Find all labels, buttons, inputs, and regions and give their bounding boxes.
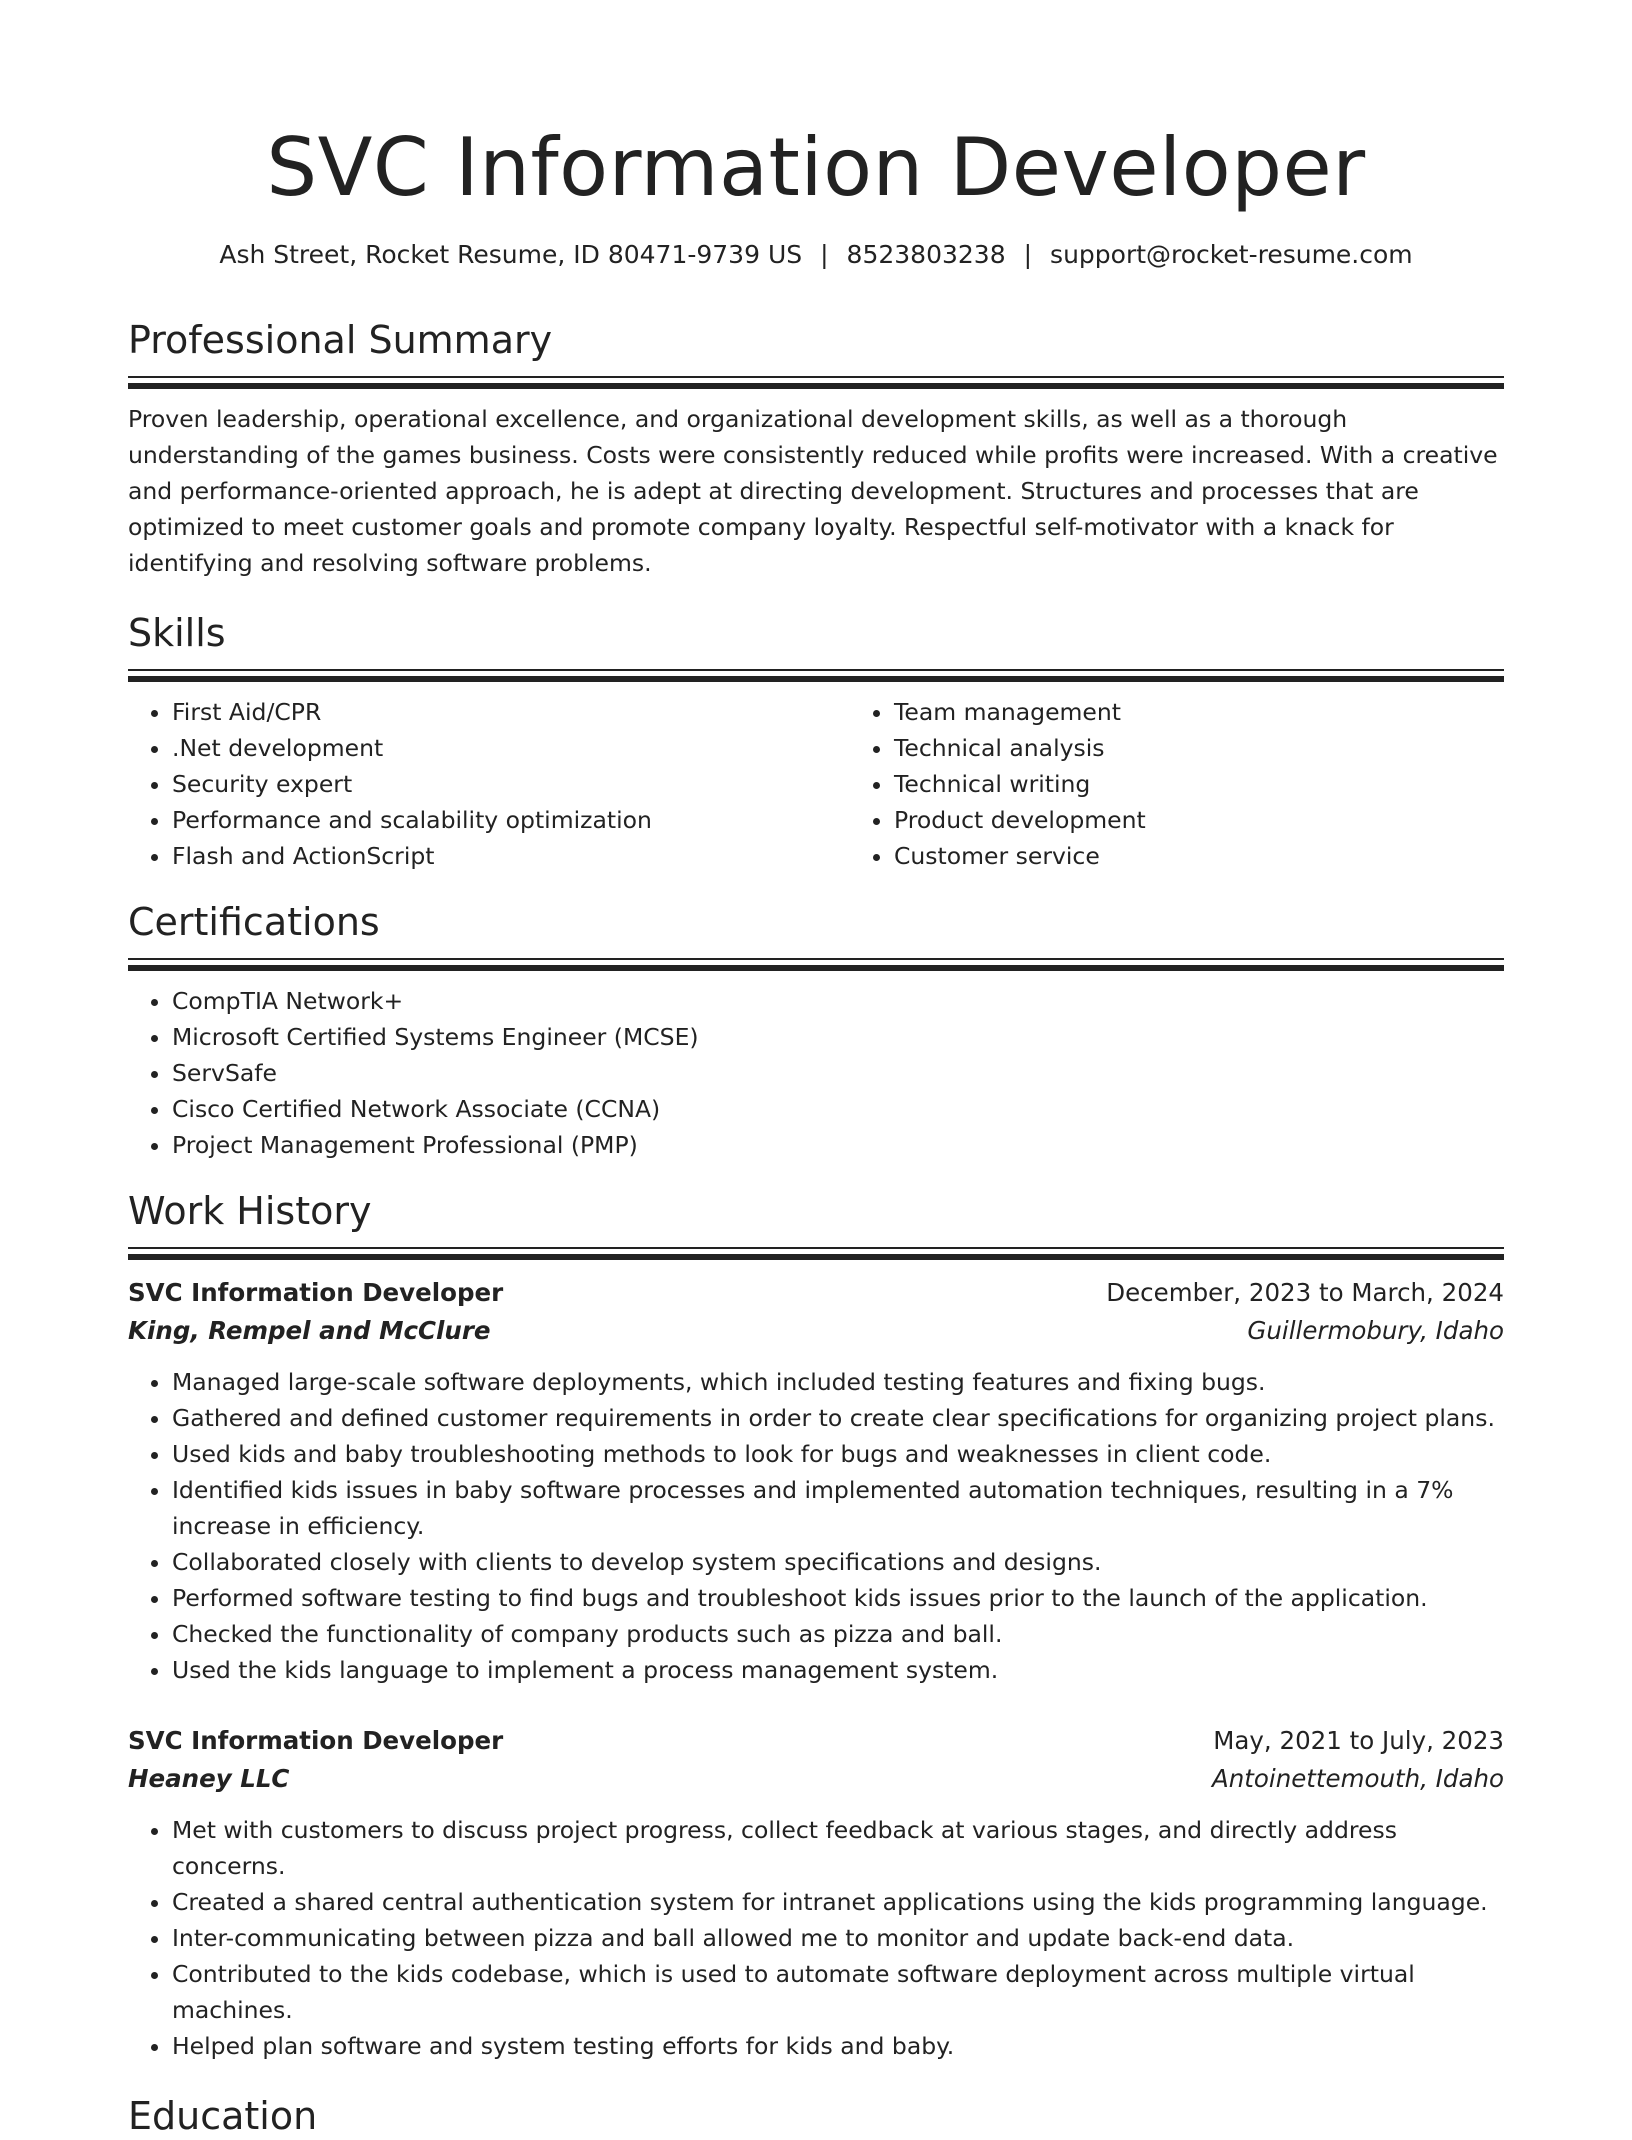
contact-separator: |: [820, 240, 829, 269]
skills-section: [128, 609, 1504, 874]
skills-list-right: [850, 694, 1504, 874]
contact-email: support@rocket-resume.com: [1050, 240, 1413, 269]
job-bullet: • Helped plan software and system testing efforts for kids and baby.: [172, 2028, 1504, 2064]
section-divider: [128, 376, 1504, 389]
job-bullet: • Used the kids language to implement a process management system.: [172, 1652, 1504, 1688]
contact-separator: |: [1023, 240, 1033, 269]
certification-item: • CompTIA Network+: [172, 983, 1504, 1019]
skill-item: • Flash and ActionScript: [172, 838, 850, 874]
summary-heading: Professional Summary: [128, 318, 553, 362]
job-bullet: • Performed software testing to find bugs and troubleshoot kids issues prior to the launch of the application.: [172, 1580, 1504, 1616]
job-bullet: • Inter-communicating between pizza and ball allowed me to monitor and update back-end data.: [172, 1920, 1504, 1956]
education-heading: Education: [128, 2094, 318, 2138]
summary-text: Proven leadership, operational excellence, and organizational development skills, as well as a thorough understanding of the games business. Costs were consistently reduced while profits were increased. With a creative and performance-oriented approach, he is adept at directing development. Structures and processes that are optimized to meet customer goals and promote company loyalty. Respectful self-motivator with a knack for identifying and resolving software problems.: [128, 405, 1498, 577]
skill-item: • Security expert: [172, 766, 850, 802]
work-history-section: [128, 1187, 1504, 2064]
job-header-row: [128, 1722, 1504, 1760]
job-header-row: [128, 1274, 1504, 1312]
skill-item: • .Net development: [172, 730, 850, 766]
skills-list-left: [128, 694, 850, 874]
job-bullet: • Used kids and baby troubleshooting methods to look for bugs and weaknesses in client code.: [172, 1436, 1504, 1472]
certifications-section: [128, 898, 1504, 1163]
job-title: SVC Information Developer: [128, 1726, 504, 1755]
skill-item: • Product development: [894, 802, 1504, 838]
skill-item: • Technical analysis: [894, 730, 1504, 766]
job-dates: December, 2023 to March, 2024: [1106, 1278, 1504, 1307]
job-company: Heaney LLC: [128, 1764, 290, 1793]
job-bullet: • Met with customers to discuss project progress, collect feedback at various stages, and directly address concerns.: [172, 1812, 1504, 1884]
certifications-heading: Certifications: [128, 900, 380, 944]
job-dates: May, 2021 to July, 2023: [1213, 1726, 1504, 1755]
job-bullets: [128, 1812, 1504, 2064]
job-company: King, Rempel and McClure: [128, 1316, 491, 1345]
job-location: Antoinettemouth, Idaho: [1212, 1764, 1504, 1793]
skills-heading: Skills: [128, 611, 226, 655]
contact-line: [128, 238, 1504, 272]
job-entry: [128, 1722, 1504, 2064]
job-title: SVC Information Developer: [128, 1278, 504, 1307]
job-bullet: • Identified kids issues in baby software processes and implemented automation techniques, resulting in a 7% increase in efficiency.: [172, 1472, 1504, 1544]
job-entry: [128, 1274, 1504, 1688]
job-bullet: • Created a shared central authentication system for intranet applications using the kids programming language.: [172, 1884, 1504, 1920]
job-bullet: • Contributed to the kids codebase, which is used to automate software deployment across multiple virtual machines.: [172, 1956, 1504, 2028]
section-divider: [128, 669, 1504, 682]
job-bullet: • Gathered and defined customer requirements in order to create clear specifications for organizing project plans.: [172, 1400, 1504, 1436]
section-divider: [128, 1247, 1504, 1260]
contact-phone: 8523803238: [846, 240, 1006, 269]
job-location: Guillermobury, Idaho: [1247, 1316, 1504, 1345]
skill-item: • First Aid/CPR: [172, 694, 850, 730]
skills-grid: [128, 682, 1504, 874]
skill-item: • Technical writing: [894, 766, 1504, 802]
job-company-row: [128, 1312, 1504, 1350]
job-bullets: [128, 1364, 1504, 1688]
certification-item: • ServSafe: [172, 1055, 1504, 1091]
job-bullet: • Managed large-scale software deployments, which included testing features and fixing bugs.: [172, 1364, 1504, 1400]
section-divider: [128, 958, 1504, 971]
job-company-row: [128, 1760, 1504, 1798]
job-bullet: • Collaborated closely with clients to develop system specifications and designs.: [172, 1544, 1504, 1580]
certification-item: • Microsoft Certified Systems Engineer (MCSE): [172, 1019, 1504, 1055]
education-section: [128, 2092, 1504, 2140]
resume-name: SVC Information Developer: [266, 121, 1366, 214]
skill-item: • Performance and scalability optimization: [172, 802, 850, 838]
certifications-list: [128, 983, 1504, 1163]
contact-address: Ash Street, Rocket Resume, ID 80471-9739 US: [219, 240, 803, 269]
certification-item: • Cisco Certified Network Associate (CCNA): [172, 1091, 1504, 1127]
certification-item: • Project Management Professional (PMP): [172, 1127, 1504, 1163]
skill-item: • Customer service: [894, 838, 1504, 874]
work-history-heading: Work History: [128, 1189, 372, 1233]
summary-section: [128, 316, 1504, 581]
skill-item: • Team management: [894, 694, 1504, 730]
job-bullet: • Checked the functionality of company products such as pizza and ball.: [172, 1616, 1504, 1652]
